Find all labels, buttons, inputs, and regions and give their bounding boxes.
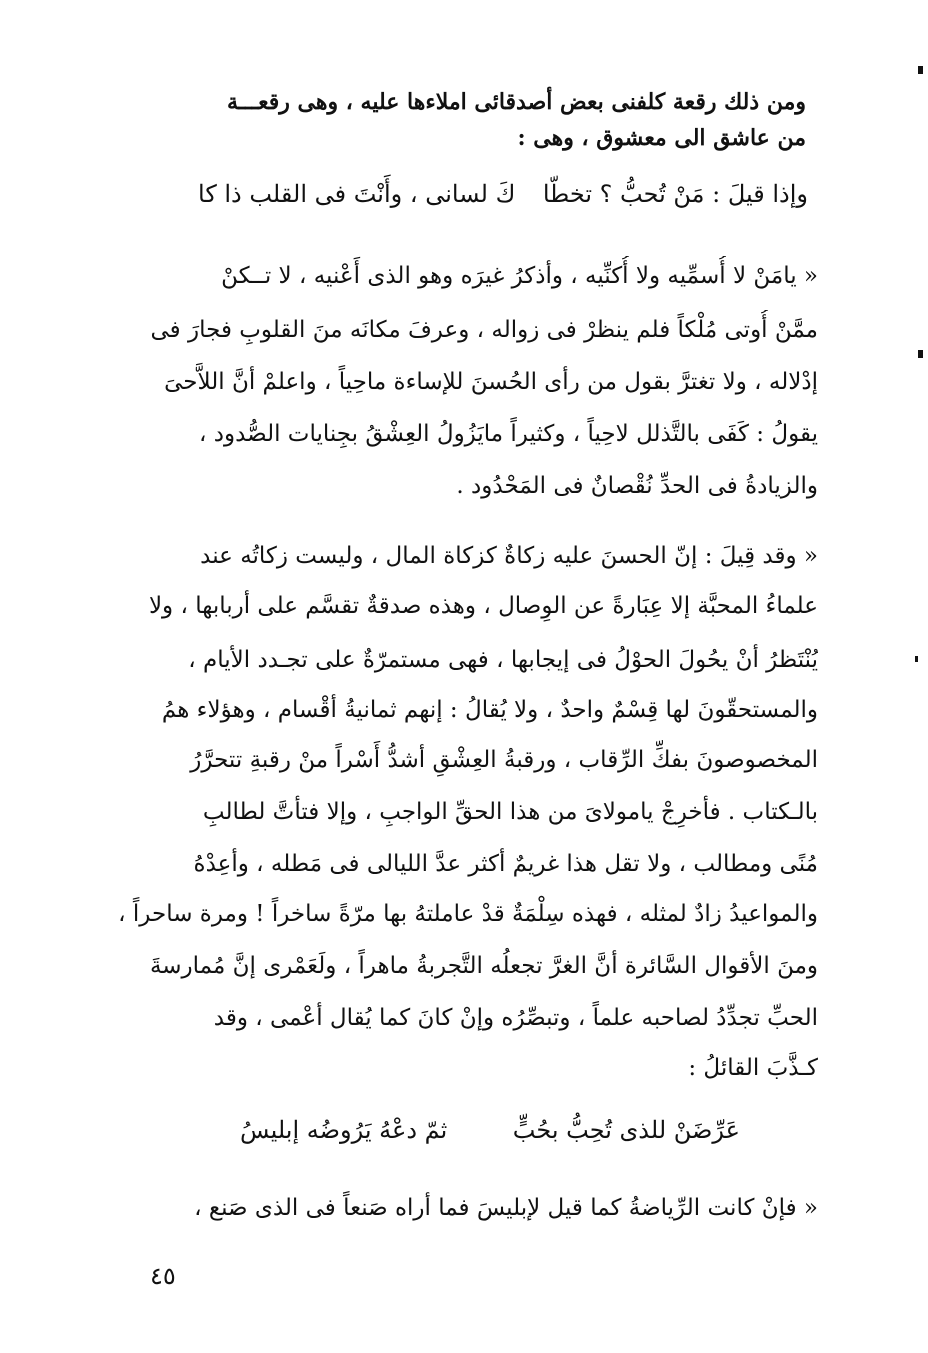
paragraph-2-line-5: المخصوصونَ بفكِّ الرِّقاب ، ورقبةُ العِشْقِ أشدُّ أَسْراً منْ رقبةِ تتحرَّرُ [190,747,818,773]
paragraph-2-line-1: « وقد قِيلَ : إنّ الحسنَ عليه زكاةٌ كزكاة المال ، وليست زكاتُه عند [200,543,818,569]
page-number: ٤٥ [150,1262,176,1290]
paragraph-1-line-1: « يامَنْ لا أُسمِّيه ولا أُكنِّيه ، وأذكرُ غيرَه وهو الذى أَعْنيه ، لا تــكنْ [221,263,818,289]
paragraph-1-line-2: ممَّنْ أُوتى مُلْكاً فلم ينظرْ فى زواله ، وعرفَ مكانَه منَ القلوبِ فجارَ فى [150,317,818,343]
paragraph-2-line-8: والمواعيدُ زادٌ لمثله ، فهذه سِلْمَةٌ قدْ عاملتهُ بها مرّةً ساخراً ! ومرة ساحراً ، [118,901,818,927]
intro-line-1: ومن ذلك رقعة كلفنى بعض أصدقائى املاءها عليه ، وهى رقعـــة [227,89,806,115]
paragraph-1-line-4: يقولُ : كَفَى بالتَّذلل لاحِياً ، وكثيراً مايَزُولُ العِشْقُ بجِنايات الصُّدود ، [198,421,818,447]
paragraph-1-line-3: إدْلاله ، ولا تغترَّ بقول من رأى الحُسنَ للإساءة ماحِياً ، واعلمْ أنَّ اللاَّحىَ [164,369,818,395]
paragraph-2-line-3: يُنْتَظرُ أنْ يحُولَ الحوْلُ فى إيجابها ، فهى مستمرّةٌ على تجـدد الأيام ، [188,647,818,673]
paragraph-2-line-10: الحبِّ تجدِّدُ لصاحبه علماً ، وتبصِّرُه وإنْ كانَ كما يُقال أعْمى ، وقد [213,1005,818,1031]
paragraph-2-line-4: والمستحقّونَ لها قِسْمٌ واحدٌ ، ولا يُقالُ : إنهم ثمانيةُ أقْسام ، وهؤلاء همُ [161,697,818,723]
paragraph-1-line-5: والزيادةُ فى الحدِّ نُقْصانٌ فى المَحْدُود . [456,473,818,499]
paragraph-3-line-1: « فإنْ كانت الرِّياضةُ كما قيل لإبليسَ فما أراه صَنعاً فى الذى صَنع ، [194,1195,818,1221]
scan-edge-mark [918,350,923,358]
scan-edge-mark [915,656,918,662]
paragraph-2-line-6: بالـكتاب . فأخرِجْ يامولاىَ من هذا الحقِّ الواجبِ ، وإلا فتأتَّ لطالبِ [202,799,818,825]
scan-edge-mark [918,66,923,74]
paragraph-2-line-9: ومنَ الأقوال السَّائرة أنَّ الغرَّ تجعلُه التَّجربةُ ماهراً ، ولَعَمْرى إنَّ مُمارسةَ [149,953,818,979]
intro-line-2: من عاشق الى معشوق ، وهى : [517,125,806,151]
verse-1-right-hemistich: وإذا قيلَ : مَنْ تُحبُّ ؟ تخطّا [542,180,808,208]
verse-1-left-hemistich: كَ لسانى ، وأَنْتَ فى القلب ذا كا [198,180,516,208]
paragraph-2-line-7: مُنًى ومطالب ، ولا تقل هذا غريمٌ أكثر عدَّ الليالى فى مَطله ، وأعِدْهُ [193,851,818,877]
verse-2-left-hemistich: ثمّ دعْهُ يَرُوضُه إبليسُ [240,1116,448,1144]
paragraph-2-line-2: علماءُ المحبَّة إلا عِبَارةً عن الوِصال ، وهذه صدقةٌ تقسَّم على أربابها ، ولا [148,593,818,619]
verse-2-right-hemistich: عَرِّضَنْ للذى تُحِبُّ بحُبٍّ [512,1116,740,1144]
paragraph-2-line-11: كـذَّبَ القائلُ : [688,1055,818,1081]
